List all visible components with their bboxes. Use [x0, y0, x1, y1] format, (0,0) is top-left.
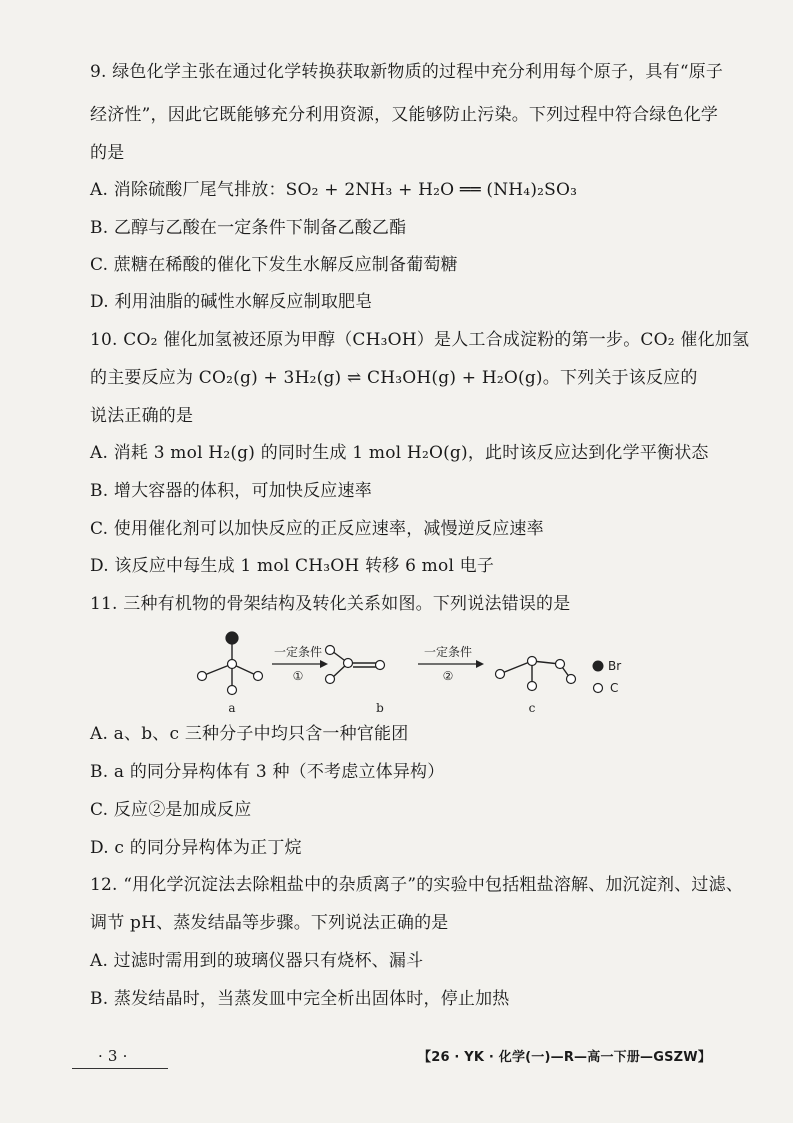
q10-stem-line-1: 10. CO₂ 催化加氢被还原为甲醇（CH₃OH）是人工合成淀粉的第一步。CO₂ 催化加氢	[90, 330, 750, 350]
q11-option-a: A. a、b、c 三种分子中均只含一种官能团	[90, 724, 409, 744]
q12-option-a: A. 过滤时需用到的玻璃仪器只有烧杯、漏斗	[90, 951, 424, 971]
carbon-atom-a-right	[254, 672, 263, 681]
arrow1-label: 一定条件	[273, 645, 323, 659]
arrow2-step: ②	[442, 669, 454, 683]
carbon-atom-b-3	[326, 675, 335, 684]
footer-divider	[72, 1068, 168, 1069]
q12-option-b: B. 蒸发结晶时，当蒸发皿中完全析出固体时，停止加热	[90, 989, 510, 1009]
q9-option-b: B. 乙醇与乙酸在一定条件下制备乙酸乙酯	[90, 218, 407, 238]
carbon-atom-a-left	[198, 672, 207, 681]
page-number: · 3 ·	[98, 1047, 128, 1065]
arrow-head-1-icon	[320, 660, 328, 668]
carbon-atom-c-5	[567, 675, 576, 684]
bromine-atom-a	[226, 632, 238, 644]
q11-option-b: B. a 的同分异构体有 3 种（不考虑立体异构）	[90, 762, 445, 782]
carbon-atom-b-2	[344, 659, 353, 668]
q12-stem-line-2: 调节 pH、蒸发结晶等步骤。下列说法正确的是	[90, 913, 449, 933]
carbon-atom-c-2	[528, 657, 537, 666]
carbon-atom-c-4	[528, 682, 537, 691]
q11-stem-line-1: 11. 三种有机物的骨架结构及转化关系如图。下列说法错误的是	[90, 594, 571, 614]
legend-bromine-icon	[593, 661, 604, 672]
molecule-label-c: c	[528, 701, 536, 715]
q9-stem-line-3: 的是	[90, 143, 125, 163]
arrow2-label: 一定条件	[423, 645, 473, 659]
q10-stem-line-3: 说法正确的是	[90, 406, 194, 426]
legend-bromine-label: Br	[608, 659, 622, 673]
q10-option-b: B. 增大容器的体积，可加快反应速率	[90, 481, 372, 501]
molecule-label-b: b	[376, 701, 384, 715]
carbon-atom-a-bottom	[228, 686, 237, 695]
arrow-head-2-icon	[476, 660, 484, 668]
q12-stem-line-1: 12. “用化学沉淀法去除粗盐中的杂质离子”的实验中包括粗盐溶解、加沉淀剂、过滤、	[90, 875, 744, 895]
arrow1-step: ①	[292, 669, 304, 683]
q9-stem-line-2: 经济性”，因此它既能够充分利用资源，又能够防止污染。下列过程中符合绿色化学	[90, 105, 719, 125]
q9-option-a: A. 消除硫酸厂尾气排放：SO₂ + 2NH₃ + H₂O ══ (NH₄)₂SO₃	[90, 180, 578, 200]
q11-option-c: C. 反应②是加成反应	[90, 800, 252, 820]
carbon-atom-c-1	[496, 670, 505, 679]
q10-option-d: D. 该反应中每生成 1 mol CH₃OH 转移 6 mol 电子	[90, 556, 495, 576]
q10-option-a: A. 消耗 3 mol H₂(g) 的同时生成 1 mol H₂O(g)，此时该反应达到化学平衡状态	[90, 443, 709, 463]
molecule-label-a: a	[228, 701, 236, 715]
q10-option-c: C. 使用催化剂可以加快反应的正反应速率，减慢逆反应速率	[90, 519, 544, 539]
carbon-atom-c-3	[556, 660, 565, 669]
skeletal-structure-diagram	[180, 618, 650, 718]
legend-carbon-label: C	[610, 681, 619, 695]
q9-option-d: D. 利用油脂的碱性水解反应制取肥皂	[90, 292, 373, 312]
q11-option-d: D. c 的同分异构体为正丁烷	[90, 838, 302, 858]
legend-carbon-icon	[594, 684, 603, 693]
carbon-atom-b-4	[376, 661, 385, 670]
q9-stem-line-1: 9. 绿色化学主张在通过化学转换获取新物质的过程中充分利用每个原子，具有“原子	[90, 62, 724, 82]
carbon-atom-b-1	[326, 646, 335, 655]
carbon-atom-a-center	[228, 660, 237, 669]
q9-option-c: C. 蔗糖在稀酸的催化下发生水解反应制备葡萄糖	[90, 255, 458, 275]
exam-code: 【26 · YK · 化学(一)—R—高一下册—GSZW】	[418, 1050, 712, 1065]
q10-stem-line-2: 的主要反应为 CO₂(g) + 3H₂(g) ⇌ CH₃OH(g) + H₂O(g)。下列关于该反应的	[90, 368, 698, 388]
